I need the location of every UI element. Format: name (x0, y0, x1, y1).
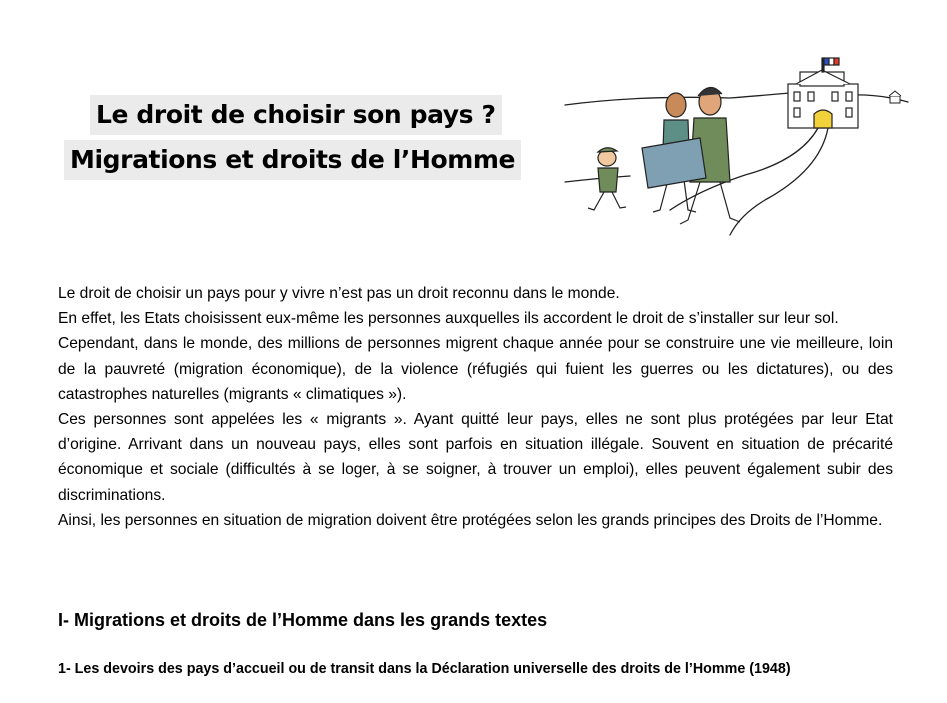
section-subheading: 1- Les devoirs des pays d’accueil ou de transit dans la Déclaration universelle des droits de l’Homme (1948) (58, 661, 791, 677)
intro-paragraph: En effet, les Etats choisissent eux-même les personnes auxquelles ils accordent le droit de s’installer sur leur sol. (58, 310, 839, 328)
intro-text (58, 281, 893, 533)
title-line-2: Migrations et droits de l’Homme (64, 140, 521, 180)
intro-paragraph: Ces personnes sont appelées les « migrants ». Ayant quitté leur pays, elles ne sont plus protégées par leur Etat d’origine. Arrivant dans un nouveau pays, elles sont parfois en situation illégale. Souvent en situation de précarité économique et sociale (difficultés à se loger, à se soigner, à trouver un emploi), elles peuvent également subir des discriminations. (58, 411, 893, 504)
intro-paragraph: Ainsi, les personnes en situation de migration doivent être protégées selon les grands principes des Droits de l’Homme. (58, 511, 883, 529)
building-door (814, 110, 832, 128)
road-edge-right (730, 128, 828, 235)
ground-line (565, 176, 630, 182)
section-heading: I- Migrations et droits de l’Homme dans les grands textes (58, 610, 548, 630)
migrants-illustration (560, 50, 920, 240)
distant-house-icon (889, 91, 901, 103)
intro-paragraph: Cependant, dans le monde, des millions de personnes migrent chaque année pour se construire une vie meilleure, loin de la pauvreté (migration économique), de la violence (réfugiés qui fuient les guerres ou les dictatures), ou des catastrophes naturelles (migrants « climatiques »). (58, 335, 893, 403)
flag-red-stripe (834, 58, 839, 65)
flag-blue-stripe (824, 58, 829, 65)
flag-white-stripe (829, 58, 834, 65)
government-building-icon (788, 58, 858, 128)
intro-paragraph: Le droit de choisir un pays pour y vivre n’est pas un droit reconnu dans le monde. (58, 285, 620, 302)
title-line-1: Le droit de choisir son pays ? (90, 95, 502, 135)
